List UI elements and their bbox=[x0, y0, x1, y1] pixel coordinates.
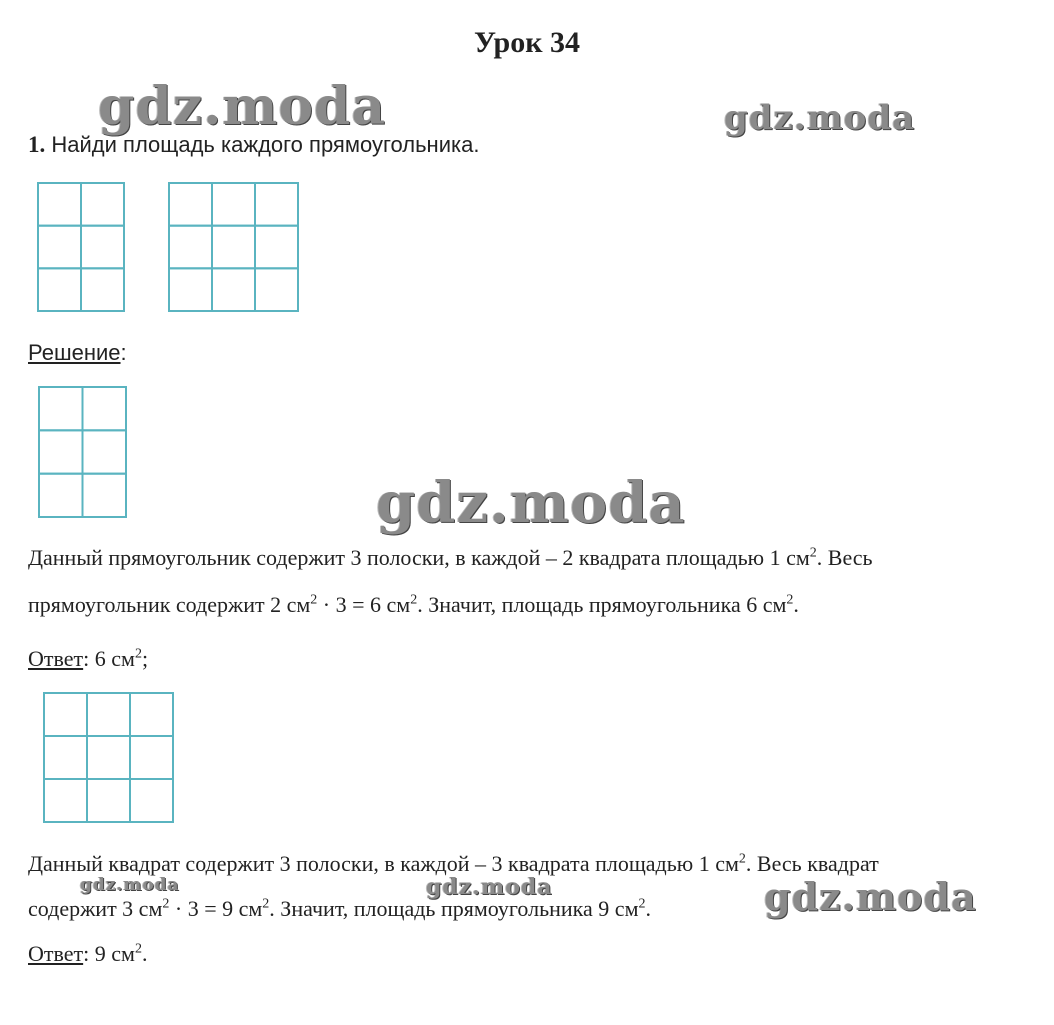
grid-cell bbox=[255, 183, 298, 226]
answer-line: Ответ: 9 $см^2$. bbox=[28, 941, 148, 966]
grid-cell bbox=[38, 183, 81, 226]
grid-cell bbox=[255, 268, 298, 311]
grid-cell bbox=[212, 183, 255, 226]
grid-cell bbox=[169, 183, 212, 226]
grid-cell bbox=[130, 779, 173, 822]
grid-cell bbox=[81, 183, 124, 226]
explanation-line: Данный квадрат содержит 3 полоски, в каждой – 3 квадрата площадью 1 $см^2$. Весь квадрат bbox=[28, 851, 879, 876]
grid-cell bbox=[87, 693, 130, 736]
explanation-line: Данный прямоугольник содержит 3 полоски, в каждой – 2 квадрата площадью 1 $см^2$. Весь bbox=[28, 545, 873, 570]
grid-cell bbox=[44, 736, 87, 779]
watermark: gdz.moda bbox=[426, 874, 553, 900]
page-title: Урок 34 bbox=[473, 26, 581, 59]
solution-grid-2x3 bbox=[38, 386, 127, 518]
watermark: gdz.moda bbox=[724, 98, 916, 138]
grid-cell bbox=[83, 474, 127, 517]
solution-grid-2x3-svg bbox=[38, 386, 127, 518]
grid-cell bbox=[44, 779, 87, 822]
grid-cell bbox=[169, 268, 212, 311]
grid-cell bbox=[83, 387, 127, 430]
grid-cell bbox=[39, 430, 83, 473]
grid-cell bbox=[44, 693, 87, 736]
grid-cell bbox=[130, 693, 173, 736]
grid-cell bbox=[87, 736, 130, 779]
task-text: Найди площадь каждого прямоугольника. bbox=[51, 132, 480, 157]
task-grid-2x3-svg bbox=[37, 182, 125, 312]
watermark: gdz.moda bbox=[98, 76, 387, 137]
grid-cell bbox=[169, 226, 212, 269]
grid-cell bbox=[38, 268, 81, 311]
task-grid-2x3 bbox=[37, 182, 125, 312]
answer-line: Ответ: 6 $см^2$; bbox=[28, 646, 149, 671]
grid-cell bbox=[212, 226, 255, 269]
watermark: gdz.moda bbox=[376, 470, 686, 536]
grid-cell bbox=[255, 226, 298, 269]
grid-cell bbox=[130, 736, 173, 779]
grid-cell bbox=[81, 268, 124, 311]
grid-cell bbox=[39, 474, 83, 517]
grid-cell bbox=[87, 779, 130, 822]
grid-cell bbox=[39, 387, 83, 430]
watermark: gdz.moda bbox=[764, 874, 977, 919]
task-grid-3x3-svg bbox=[168, 182, 299, 312]
explanation-line: прямоугольник содержит 2 $см^2 \cdot 3 = 6$ $см^2$. Значит, площадь прямоугольника 6 $см^2$. bbox=[28, 592, 799, 617]
grid-cell bbox=[212, 268, 255, 311]
solution-label: Решение: bbox=[28, 340, 127, 365]
watermark: gdz.moda bbox=[80, 875, 180, 895]
grid-cell bbox=[83, 430, 127, 473]
task-statement bbox=[28, 132, 479, 158]
grid-cell bbox=[38, 226, 81, 269]
answer-label: Ответ bbox=[28, 941, 84, 966]
task-number: 1. bbox=[28, 132, 46, 157]
grid-cell bbox=[81, 226, 124, 269]
explanation-line: содержит 3 $см^2 \cdot 3 = 9$ $см^2$. Значит, площадь прямоугольника 9 $см^2$. bbox=[28, 896, 651, 921]
solution-grid-3x3 bbox=[43, 692, 174, 823]
task-grid-3x3 bbox=[168, 182, 299, 312]
answer-label: Ответ bbox=[28, 646, 84, 671]
solution-grid-3x3-svg bbox=[43, 692, 174, 823]
